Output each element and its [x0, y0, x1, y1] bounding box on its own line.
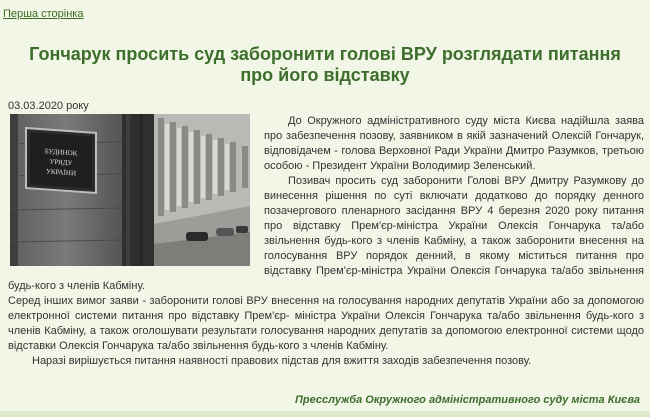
- home-link[interactable]: Перша сторінка: [3, 8, 84, 20]
- press-service-signature: Пресслужба Окружного адміністративного суду міста Києва: [295, 394, 640, 406]
- image-spacer: [8, 114, 258, 267]
- article-paragraph: До Окружного адміністративного суду міста Києва надійшла заява про забезпечення позову, заявником в якій зазначений Олексій Гончарук, відповідачем - голова Верховної Ради України Дмитро Разумков, третьою особою - Президент України Володимир Зеленський.: [264, 115, 644, 172]
- svg-text:УРЯДУ: УРЯДУ: [49, 157, 73, 168]
- article-paragraph: Серед інших вимог заяви - заборонити голові ВРУ внесення на голосування народних депутатів України або за допомогою електронної системи питання про відставку Прем'єр- міністра України Олексія Гончарука та/або звільнення будь-кого з членів Кабміну, а також оголошувати результати голосування народних депутатів за допомогою електронної системи щодо відставки Олексія Гончарука та/або звільнення будь-кого з членів Кабміну.: [8, 295, 644, 352]
- article-title: Гончарук просить суд заборонити голові ВРУ розглядати питання про його відставку: [29, 44, 621, 85]
- svg-text:БУДИНОК: БУДИНОК: [44, 147, 78, 158]
- article-paragraph: Наразі вирішується питання наявності правових підстав для вжиття заходів забезпечення позову.: [32, 355, 532, 367]
- bottom-divider: [0, 411, 650, 417]
- article-body: [8, 114, 644, 369]
- article-date: 03.03.2020 року: [8, 100, 89, 112]
- svg-text:УКРАЇНИ: УКРАЇНИ: [45, 167, 77, 178]
- article-paragraph: Позивач просить суд заборонити Голові ВРУ Дмитру Разумкову до винесення рішення по суті включати додатково до порядку денного позачергового пленарного засідання ВРУ 4 березня 2020 року питання про відставку Прем'єр-міністра України Олексія Гончарука та/або звільнення будь-кого з членів Кабміну, а також заборонити внесення на голосування ВРУ порядок денний, в якому міститься питання про відставку Прем'єр-міністра України Олексія Гончарука та/або звільнення будь-кого з членів Кабміну.: [8, 175, 644, 292]
